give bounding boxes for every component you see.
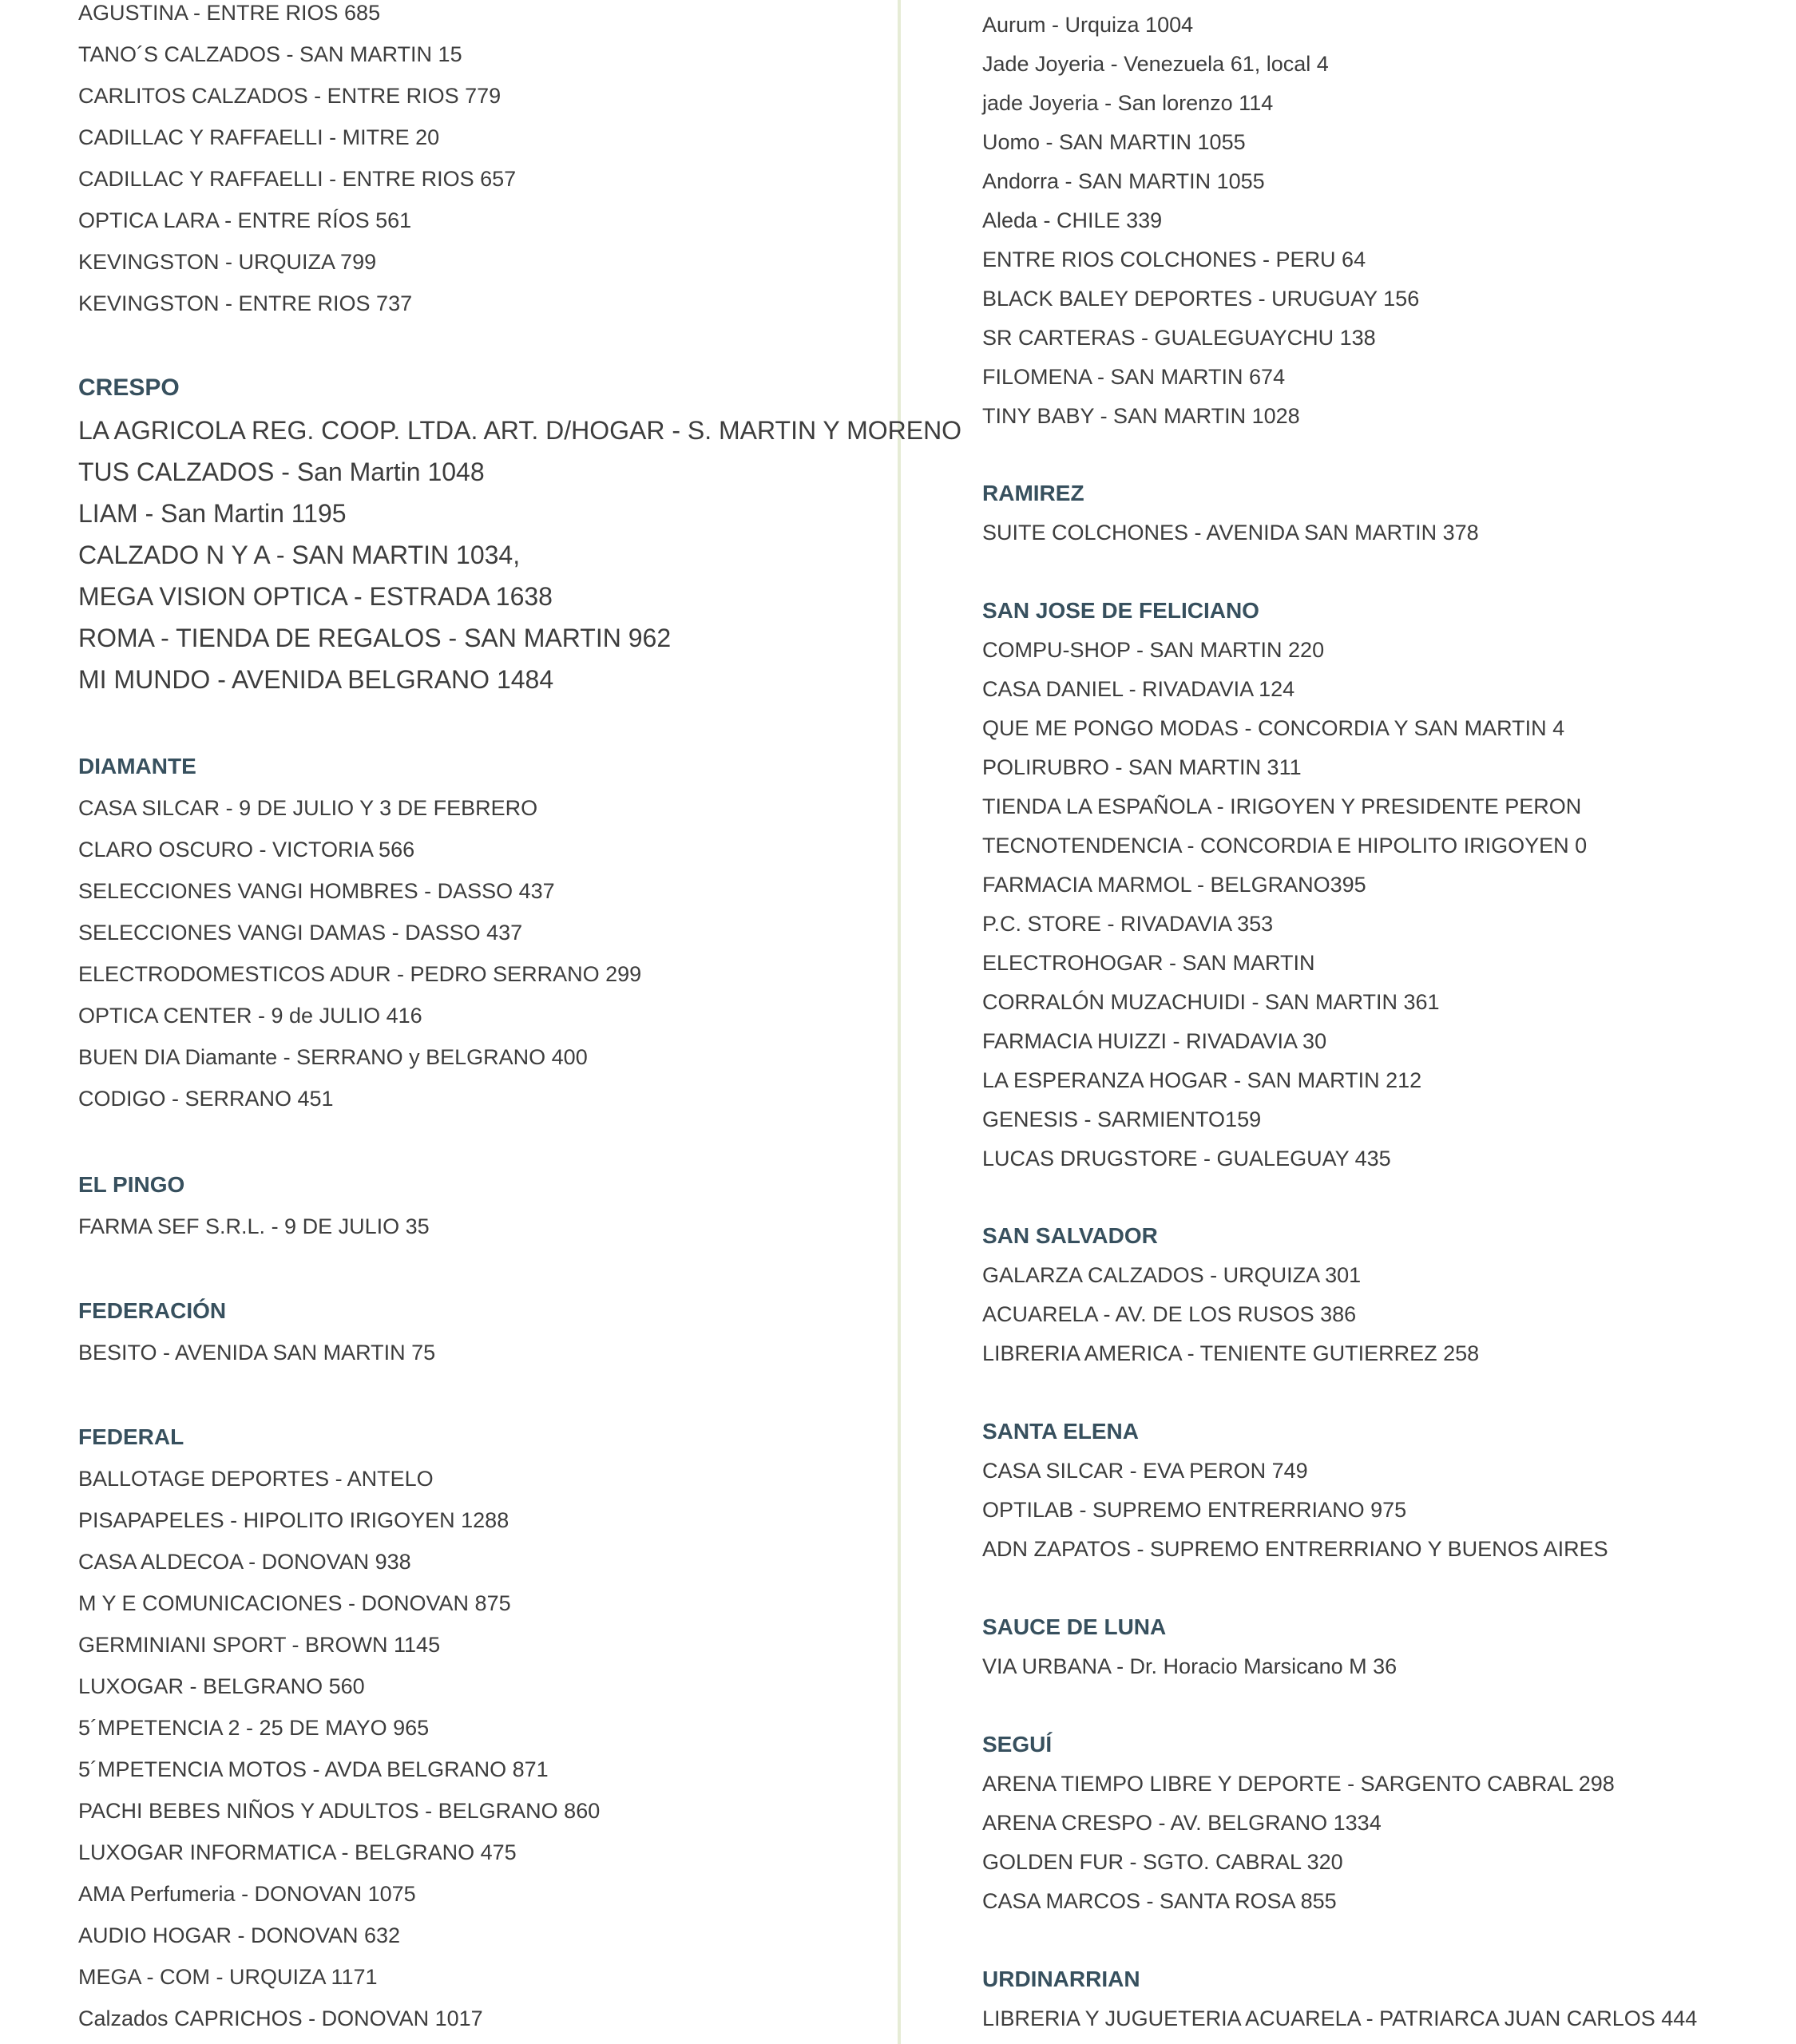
store-entry: POLIRUBRO - SAN MARTIN 311 xyxy=(982,755,1302,779)
store-entry: OPTICA LARA - ENTRE RÍOS 561 xyxy=(78,208,412,232)
store-entry: CASA SILCAR - 9 DE JULIO Y 3 DE FEBRERO xyxy=(78,796,538,820)
store-entry: TIENDA LA ESPAÑOLA - IRIGOYEN Y PRESIDENTE PERON xyxy=(982,794,1582,818)
store-entry: FARMA SEF S.R.L. - 9 DE JULIO 35 xyxy=(78,1214,430,1238)
store-entry: OPTICA CENTER - 9 de JULIO 416 xyxy=(78,1004,422,1028)
store-entry: LIAM - San Martin 1195 xyxy=(78,499,347,528)
city-heading: DIAMANTE xyxy=(78,754,196,778)
store-entry: KEVINGSTON - URQUIZA 799 xyxy=(78,250,377,274)
store-entry: BLACK BALEY DEPORTES - URUGUAY 156 xyxy=(982,287,1420,311)
store-entry: CADILLAC Y RAFFAELLI - ENTRE RIOS 657 xyxy=(78,167,517,191)
city-heading: RAMIREZ xyxy=(982,481,1084,505)
store-entry: CODIGO - SERRANO 451 xyxy=(78,1087,334,1111)
city-heading: URDINARRIAN xyxy=(982,1967,1140,1991)
store-entry: FARMACIA MARMOL - BELGRANO395 xyxy=(982,873,1366,897)
store-entry: SUITE COLCHONES - AVENIDA SAN MARTIN 378 xyxy=(982,521,1479,545)
store-entry: LUXOGAR INFORMATICA - BELGRANO 475 xyxy=(78,1840,517,1864)
store-entry: SELECCIONES VANGI HOMBRES - DASSO 437 xyxy=(78,879,555,903)
store-entry: M Y E COMUNICACIONES - DONOVAN 875 xyxy=(78,1591,511,1615)
store-entry: LUCAS DRUGSTORE - GUALEGUAY 435 xyxy=(982,1147,1391,1171)
store-entry: TUS CALZADOS - San Martin 1048 xyxy=(78,458,485,486)
store-entry: BESITO - AVENIDA SAN MARTIN 75 xyxy=(78,1341,436,1365)
store-entry: CASA ALDECOA - DONOVAN 938 xyxy=(78,1550,411,1574)
store-entry: SELECCIONES VANGI DAMAS - DASSO 437 xyxy=(78,921,523,945)
store-entry: Uomo - SAN MARTIN 1055 xyxy=(982,130,1246,154)
store-entry: ARENA TIEMPO LIBRE Y DEPORTE - SARGENTO CABRAL 298 xyxy=(982,1772,1615,1796)
city-heading: FEDERACIÓN xyxy=(78,1298,227,1323)
store-entry: Calzados CAPRICHOS - DONOVAN 1017 xyxy=(78,2006,483,2030)
store-entry: CLARO OSCURO - VICTORIA 566 xyxy=(78,838,415,862)
city-heading: SAN SALVADOR xyxy=(982,1223,1158,1248)
store-entry: CASA MARCOS - SANTA ROSA 855 xyxy=(982,1889,1337,1913)
store-entry: Aurum - Urquiza 1004 xyxy=(982,13,1194,37)
store-entry: LUXOGAR - BELGRANO 560 xyxy=(78,1674,365,1698)
store-entry: BALLOTAGE DEPORTES - ANTELO xyxy=(78,1467,434,1491)
store-entry: Jade Joyeria - Venezuela 61, local 4 xyxy=(982,52,1329,76)
store-entry: ACUARELA - AV. DE LOS RUSOS 386 xyxy=(982,1302,1357,1326)
store-entry: AGUSTINA - ENTRE RIOS 685 xyxy=(78,1,381,25)
store-entry: ADN ZAPATOS - SUPREMO ENTRERRIANO Y BUENOS AIRES xyxy=(982,1537,1608,1561)
store-entry: LIBRERIA Y JUGUETERIA ACUARELA - PATRIARCA JUAN CARLOS 444 xyxy=(982,2006,1698,2030)
city-heading: SANTA ELENA xyxy=(982,1419,1139,1444)
city-heading: SEGUÍ xyxy=(982,1732,1053,1757)
store-entry: CARLITOS CALZADOS - ENTRE RIOS 779 xyxy=(78,84,502,108)
store-entry: AMA Perfumeria - DONOVAN 1075 xyxy=(78,1882,416,1906)
city-heading: EL PINGO xyxy=(78,1172,185,1197)
store-entry: CASA DANIEL - RIVADAVIA 124 xyxy=(982,677,1295,701)
store-entry: GERMINIANI SPORT - BROWN 1145 xyxy=(78,1633,441,1657)
city-heading: CRESPO xyxy=(78,374,180,401)
city-heading: SAUCE DE LUNA xyxy=(982,1614,1167,1639)
store-entry: Aleda - CHILE 339 xyxy=(982,208,1163,232)
store-entry: BUEN DIA Diamante - SERRANO y BELGRANO 400 xyxy=(78,1045,588,1069)
store-entry: GOLDEN FUR - SGTO. CABRAL 320 xyxy=(982,1850,1343,1874)
store-entry: FILOMENA - SAN MARTIN 674 xyxy=(982,365,1286,389)
store-entry: CORRALÓN MUZACHUIDI - SAN MARTIN 361 xyxy=(982,990,1440,1014)
store-entry: TECNOTENDENCIA - CONCORDIA E HIPOLITO IRIGOYEN 0 xyxy=(982,834,1588,858)
store-entry: ENTRE RIOS COLCHONES - PERU 64 xyxy=(982,248,1366,271)
store-entry: COMPU-SHOP - SAN MARTIN 220 xyxy=(982,638,1325,662)
store-entry: 5´MPETENCIA MOTOS - AVDA BELGRANO 871 xyxy=(78,1757,549,1781)
store-entry: ARENA CRESPO - AV. BELGRANO 1334 xyxy=(982,1811,1382,1835)
store-entry: LA AGRICOLA REG. COOP. LTDA. ART. D/HOGAR - S. MARTIN Y MORENO xyxy=(78,416,962,445)
store-entry: LIBRERIA AMERICA - TENIENTE GUTIERREZ 258 xyxy=(982,1341,1480,1365)
store-entry: MEGA VISION OPTICA - ESTRADA 1638 xyxy=(78,582,553,611)
city-heading: SAN JOSE DE FELICIANO xyxy=(982,598,1259,623)
store-entry: FARMACIA HUIZZI - RIVADAVIA 30 xyxy=(982,1029,1327,1053)
store-entry: TANO´S CALZADOS - SAN MARTIN 15 xyxy=(78,42,462,66)
store-entry: jade Joyeria - San lorenzo 114 xyxy=(982,91,1274,115)
store-entry: OPTILAB - SUPREMO ENTRERRIANO 975 xyxy=(982,1498,1407,1522)
store-entry: PACHI BEBES NIÑOS Y ADULTOS - BELGRANO 860 xyxy=(78,1799,601,1823)
store-entry: P.C. STORE - RIVADAVIA 353 xyxy=(982,912,1274,936)
store-entry: LA ESPERANZA HOGAR - SAN MARTIN 212 xyxy=(982,1068,1422,1092)
store-entry: KEVINGSTON - ENTRE RIOS 737 xyxy=(78,291,413,315)
store-entry: CALZADO N Y A - SAN MARTIN 1034, xyxy=(78,541,521,569)
store-entry: GALARZA CALZADOS - URQUIZA 301 xyxy=(982,1263,1362,1287)
store-entry: ELECTRODOMESTICOS ADUR - PEDRO SERRANO 299 xyxy=(78,962,642,986)
store-entry: SR CARTERAS - GUALEGUAYCHU 138 xyxy=(982,326,1376,350)
column-divider xyxy=(898,0,901,2044)
store-entry: 5´MPETENCIA 2 - 25 DE MAYO 965 xyxy=(78,1716,430,1740)
store-entry: ELECTROHOGAR - SAN MARTIN xyxy=(982,951,1315,975)
store-entry: MI MUNDO - AVENIDA BELGRANO 1484 xyxy=(78,665,554,694)
store-entry: QUE ME PONGO MODAS - CONCORDIA Y SAN MARTIN 4 xyxy=(982,716,1565,740)
store-entry: TINY BABY - SAN MARTIN 1028 xyxy=(982,404,1300,428)
city-heading: FEDERAL xyxy=(78,1424,184,1449)
store-entry: CADILLAC Y RAFFAELLI - MITRE 20 xyxy=(78,125,440,149)
store-entry: VIA URBANA - Dr. Horacio Marsicano M 36 xyxy=(982,1654,1398,1678)
store-entry: PISAPAPELES - HIPOLITO IRIGOYEN 1288 xyxy=(78,1508,509,1532)
store-entry: GENESIS - SARMIENTO159 xyxy=(982,1107,1262,1131)
store-entry: AUDIO HOGAR - DONOVAN 632 xyxy=(78,1923,401,1947)
store-entry: Andorra - SAN MARTIN 1055 xyxy=(982,169,1265,193)
store-entry: ROMA - TIENDA DE REGALOS - SAN MARTIN 962 xyxy=(78,624,672,652)
store-entry: CASA SILCAR - EVA PERON 749 xyxy=(982,1459,1308,1483)
store-entry: MEGA - COM - URQUIZA 1171 xyxy=(78,1965,378,1989)
